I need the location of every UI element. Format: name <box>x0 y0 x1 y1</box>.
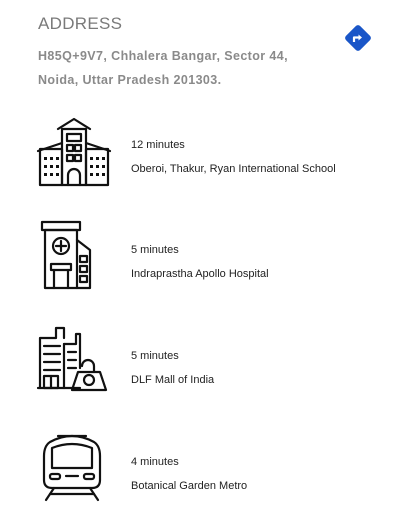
nearby-time: 5 minutes <box>131 350 179 362</box>
school-building-icon <box>36 113 112 189</box>
nearby-name: Oberoi, Thakur, Ryan International School <box>131 163 336 175</box>
metro-train-icon <box>36 430 112 506</box>
address-line-2: Noida, Uttar Pradesh 201303. <box>38 73 222 87</box>
nearby-name: Botanical Garden Metro <box>131 480 248 492</box>
nearby-item-metro <box>36 430 396 510</box>
nearby-item-school <box>36 113 396 193</box>
nearby-time: 4 minutes <box>131 456 179 468</box>
nearby-item-hospital <box>36 218 396 298</box>
mall-shopping-icon <box>36 324 112 400</box>
address-heading: ADDRESS <box>38 14 123 33</box>
directions-icon <box>343 23 373 53</box>
nearby-name: DLF Mall of India <box>131 374 215 386</box>
nearby-time: 12 minutes <box>131 139 185 151</box>
nearby-time: 5 minutes <box>131 244 179 256</box>
nearby-name: Indraprastha Apollo Hospital <box>131 268 269 280</box>
directions-button[interactable] <box>343 23 373 53</box>
address-text <box>38 44 338 92</box>
address-line-1: H85Q+9V7, Chhalera Bangar, Sector 44, <box>38 49 288 63</box>
hospital-icon <box>36 218 112 294</box>
nearby-item-mall <box>36 324 396 404</box>
